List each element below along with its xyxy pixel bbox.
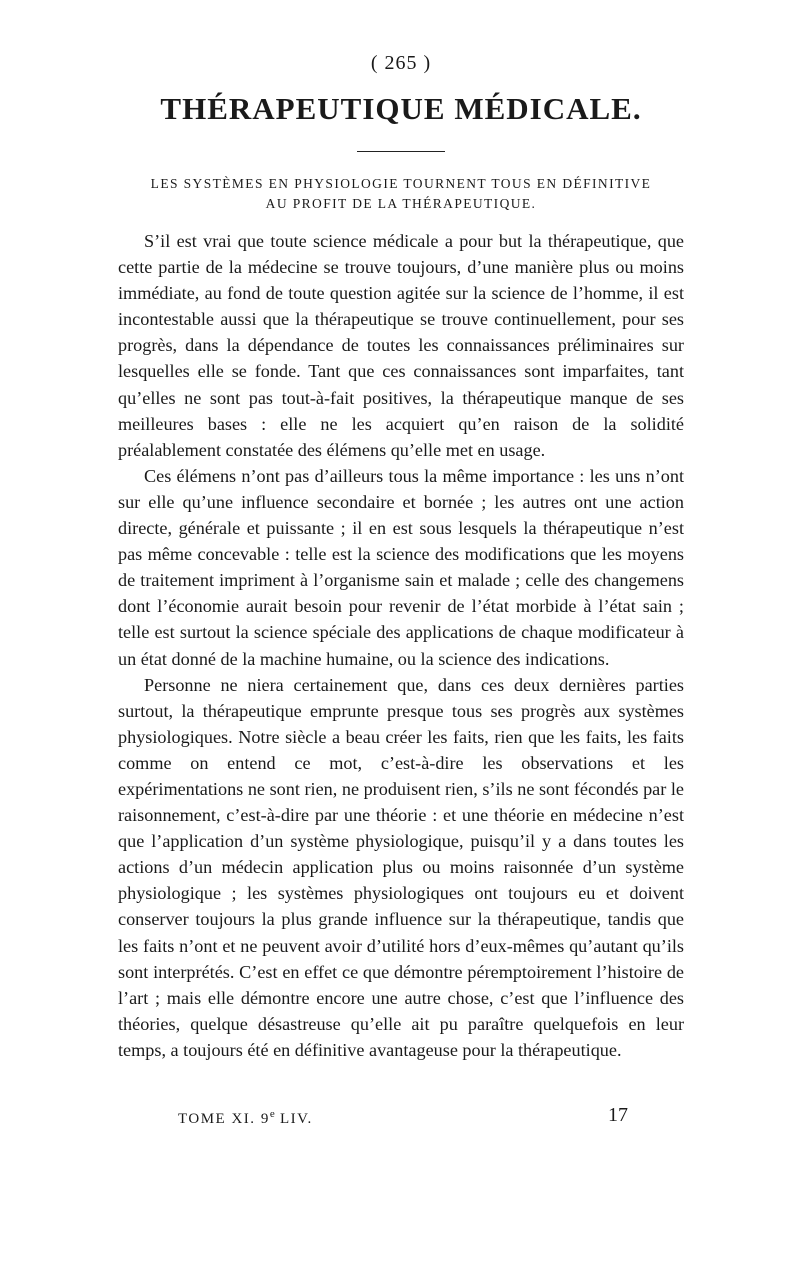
- page-number: ( 265 ): [370, 52, 432, 74]
- subtitle-line-1: LES SYSTÈMES EN PHYSIOLOGIE TOURNENT TOUS EN DÉFINITIVE: [150, 176, 652, 191]
- tome-label: TOME XI.: [178, 1111, 256, 1127]
- subtitle-line-2: AU PROFIT DE LA THÉRAPEUTIQUE.: [265, 196, 537, 211]
- livraison-superscript: e: [269, 1108, 275, 1120]
- article-subtitle: [118, 174, 684, 214]
- page-body: [118, 52, 684, 1063]
- livraison-label: LIV.: [279, 1111, 313, 1127]
- livraison-number: 9: [260, 1111, 270, 1127]
- title-divider: [357, 151, 445, 152]
- signature-mark: 17: [608, 1104, 628, 1126]
- paragraph-2: Ces élémens n’ont pas d’ailleurs tous la même importance : les uns n’ont sur elle qu’une influence secondaire et bornée ; les autres ont une action directe, générale et puissante ; il en est sous lesquels la thérapeutique n’est pas même concevable : telle est la science des modifications que les moyens de traitement impriment à l’organisme sain et malade ; celle des changemens dont l’économie aurait besoin pour revenir de l’état morbide à l’état sain ; telle est surtout la science spéciale des applications de chaque modificateur à un état donné de la machine humaine, ou la science des indications.: [118, 465, 684, 669]
- paragraph-1: S’il est vrai que toute science médicale a pour but la thérapeutique, que cette partie de la médecine se trouve toujours, d’une manière plus ou moins immédiate, au fond de toute question agitée sur la science de l’homme, il est incontestable aussi que la thérapeutique se trouve continuellement, pour ses progrès, dans la dépendance de toutes les connaissances préliminaires sur lesquelles elle se fonde. Tant que ces connaissances sont imparfaites, tant qu’elles ne sont pas tout-à-fait positives, la thérapeutique manque de ses meilleures bases : elle ne les acquiert qu’en raison de la solidité préalablement constatée des élémens qu’elle met en usage.: [118, 231, 684, 460]
- page-title: THÉRAPEUTIQUE MÉDICALE.: [160, 91, 642, 126]
- paragraph-3: Personne ne niera certainement que, dans ces deux dernières parties surtout, la thérapeutique emprunte presque tous ses progrès aux systèmes physiologiques. Notre siècle a beau créer les faits, rien que les faits, les faits comme on entend ce mot, c’est-à-dire les observations et les expérimentations ne sont rien, ne produisent rien, s’ils ne sont fécondés par le raisonnement, c’est-à-dire par une théorie : et une théorie en médecine n’est que l’application d’un système physiologique, puisqu’il y a dans toutes les actions d’un médecin application plus ou moins raisonnée d’un système physiologique ; les systèmes physiologiques ont toujours eu et doivent conserver toujours la plus grande influence sur la thérapeutique, tandis que les faits n’ont et ne peuvent avoir d’utilité hors d’eux-mêmes qu’autant qu’ils sont interprétés. C’est en effet ce que démontre péremptoirement l’histoire de l’art ; mais elle démontre encore une autre chose, c’est que l’influence des théories, quelque désastreuse qu’elle ait pu paraître quelquefois en leur temps, a toujours été en définitive avantageuse pour la thérapeutique.: [118, 674, 684, 1060]
- volume-info: [178, 1108, 313, 1128]
